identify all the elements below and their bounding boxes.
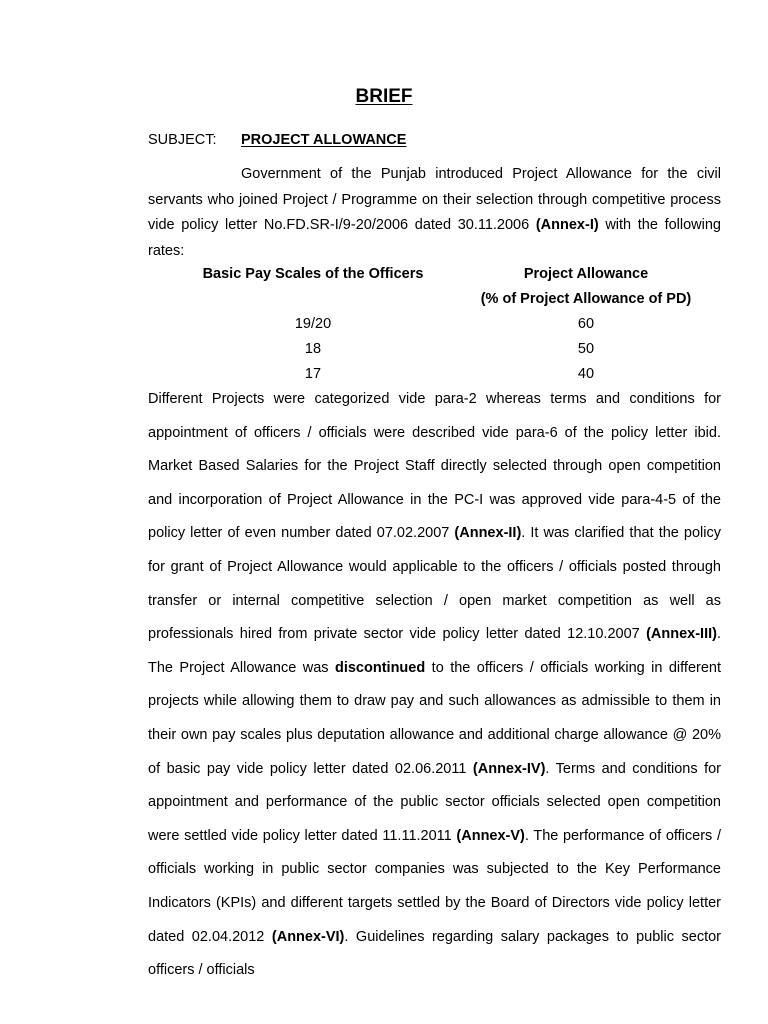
subject-label: SUBJECT: (148, 132, 217, 148)
table-cell-allowance: 50 (577, 341, 595, 357)
table-cell-allowance: 60 (577, 316, 595, 332)
body-text: . It was clarified that the policy for grant of Project Allowance would applicable to the officers / officials posted through transfer or internal competitive selection / open market competition as well as professionals hired from private sector vide policy letter dated 12.10.2007 (148, 525, 722, 643)
annex-reference: (Annex-III) (646, 626, 717, 643)
subject-line (148, 132, 407, 148)
annex-reference: (Annex-I) (535, 217, 599, 234)
body-text: . Terms and conditions for appointment and performance of the public sector officials selected open competition were settled vide policy letter dated 11.11.2011 (148, 760, 721, 844)
rates-table (148, 262, 721, 387)
header-allowance-subtitle: (% of Project Allowance of PD) (480, 291, 692, 307)
table-cell-scale: 18 (304, 341, 322, 357)
rates-table-subheader (148, 287, 721, 312)
annex-reference: (Annex-II) (454, 525, 522, 542)
table-cell-allowance: 40 (577, 366, 595, 382)
annex-reference: (Annex-V) (456, 827, 525, 844)
body-text: . The performance of officers / officials working in public sector companies was subjected to the Key Performance Indicators (KPIs) and different targets settled by the Board of Directors vide policy letter dated 02.04.2012 (148, 827, 722, 945)
intro-text-2: with the following rates: (148, 217, 721, 259)
subject-value: PROJECT ALLOWANCE (241, 132, 407, 148)
annex-reference: (Annex-VI) (271, 928, 345, 945)
body-text: Different Projects were categorized vide para-2 whereas terms and conditions for appointment of officers / officials were described vide para-6 of the policy letter ibid. Market Based Salaries for the Project Staff directly selected through open competition and incorporation of Project Allowance in the PC-I was approved vide para-4-5 of the policy letter of even number dated 07.02.2007 (148, 391, 721, 542)
header-pay-scales: Basic Pay Scales of the Officers (202, 266, 424, 282)
document-title-text: BRIEF (355, 86, 413, 107)
table-row (148, 312, 721, 337)
body-paragraph (148, 383, 721, 988)
rates-table-header (148, 262, 721, 287)
body-text: to the officers / officials working in different projects while allowing them to draw pay and such allowances as admissible to them in their own pay scales plus deputation allowance and additional charge allowance @ 20% of basic pay vide policy letter dated 02.06.2011 (148, 659, 722, 777)
table-cell-scale: 19/20 (294, 316, 332, 332)
intro-paragraph (148, 162, 721, 264)
body-text: . Guidelines regarding salary packages to public sector officers / officials (148, 928, 721, 979)
header-project-allowance: Project Allowance (523, 266, 649, 282)
table-cell-scale: 17 (304, 366, 322, 382)
intro-text-1: Government of the Punjab introduced Project Allowance for the civil servants who joined Project / Programme on their selection through competitive process vide policy letter No.FD.SR-I/9-20/2006 dated 30.11.2006 (148, 166, 721, 234)
emphasis-discontinued: discontinued (334, 659, 426, 676)
table-row (148, 337, 721, 362)
document-title (0, 86, 768, 108)
body-text: . The Project Allowance was (148, 626, 721, 676)
annex-reference: (Annex-IV) (472, 760, 546, 777)
